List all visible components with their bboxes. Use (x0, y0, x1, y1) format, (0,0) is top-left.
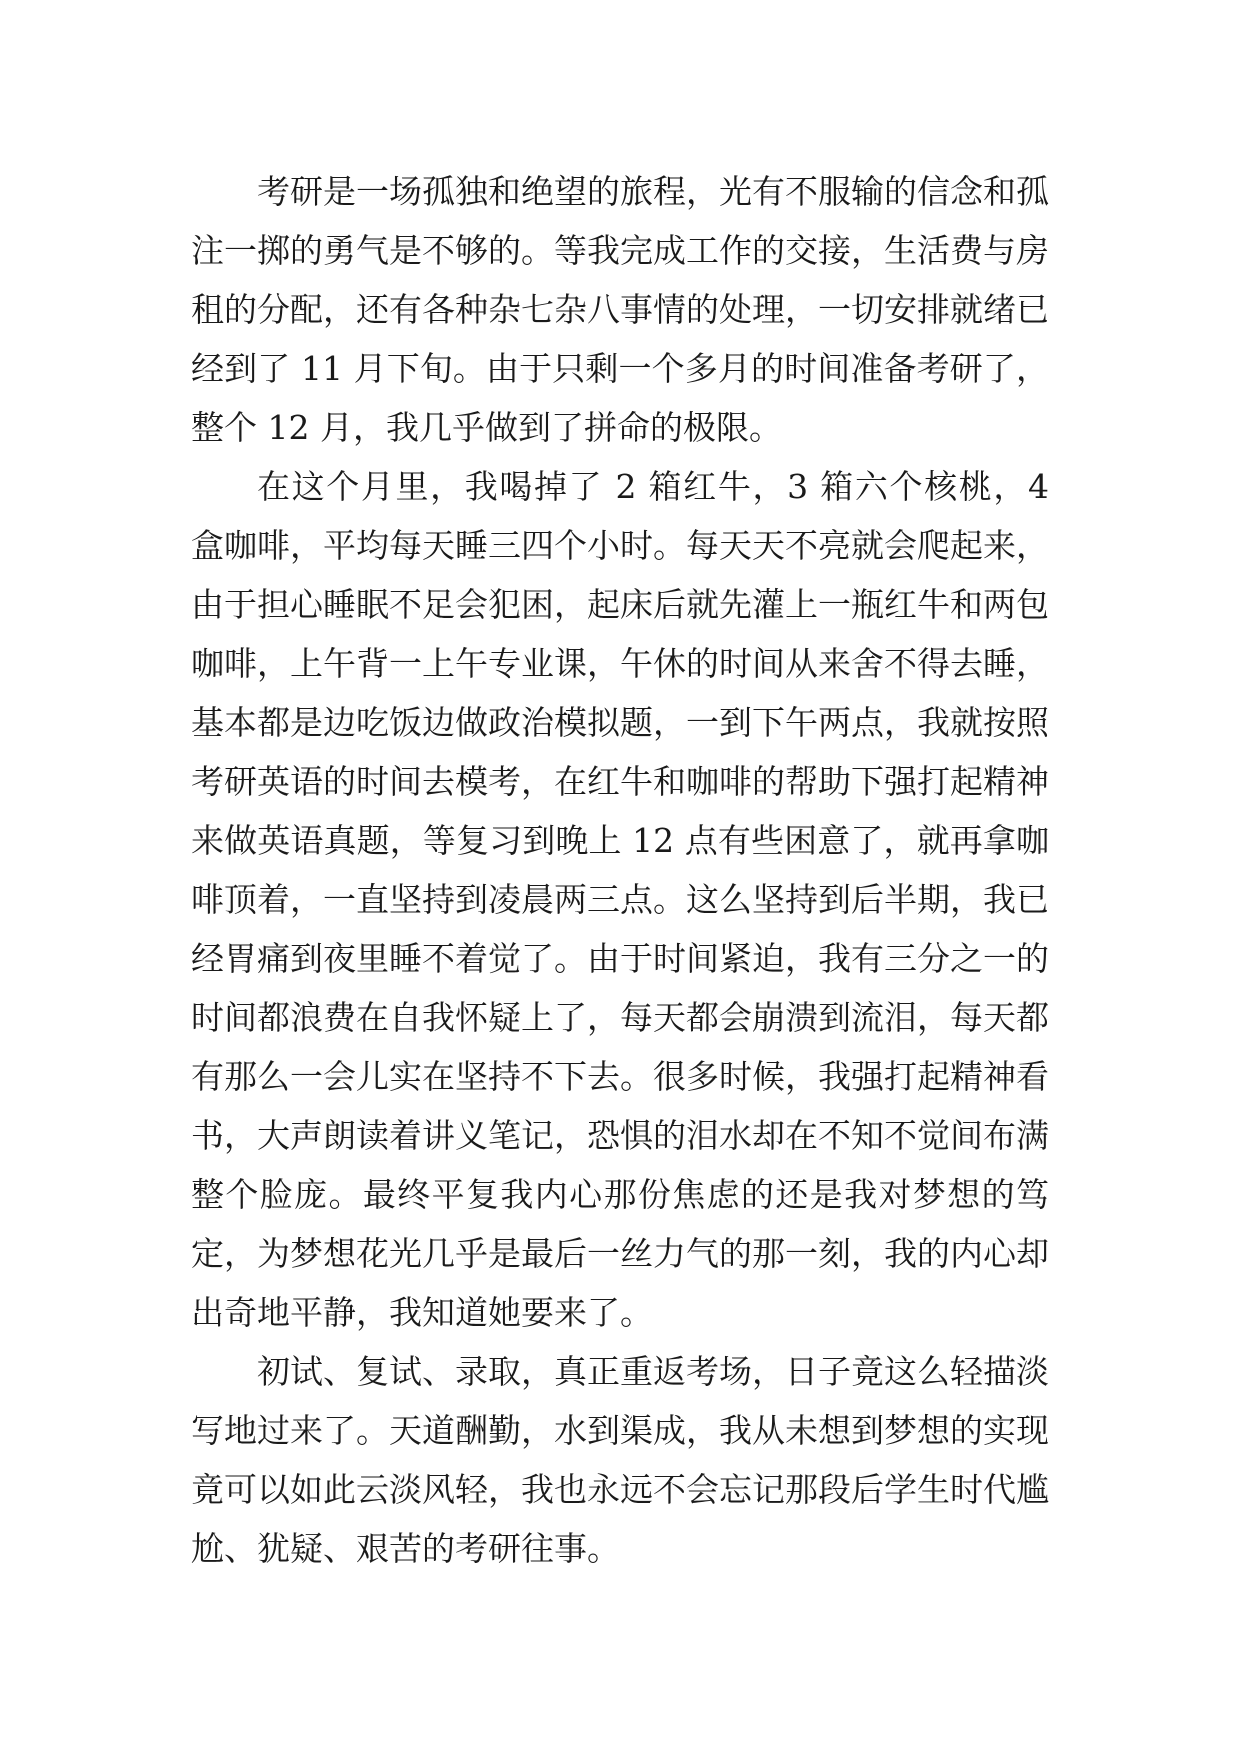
paragraph-2: 在这个月里，我喝掉了 2 箱红牛，3 箱六个核桃，4 盒咖啡，平均每天睡三四个小时。每天天不亮就会爬起来，由于担心睡眠不足会犯困，起床后就先灌上一瓶红牛和两包咖啡，上午背一上午专业课，午休的时间从来舍不得去睡，基本都是边吃饭边做政治模拟题，一到下午两点，我就按照考研英语的时间去模考，在红牛和咖啡的帮助下强打起精神来做英语真题，等复习到晚上 12 点有些困意了，就再拿咖啡顶着，一直坚持到凌晨两三点。这么坚持到后半期，我已经胃痛到夜里睡不着觉了。由于时间紧迫，我有三分之一的时间都浪费在自我怀疑上了，每天都会崩溃到流泪，每天都有那么一会儿实在坚持不下去。很多时候，我强打起精神看书，大声朗读着讲义笔记，恐惧的泪水却在不知不觉间布满整个脸庞。最终平复我内心那份焦虑的还是我对梦想的笃定，为梦想花光几乎是最后一丝力气的那一刻，我的内心却出奇地平静，我知道她要来了。 (191, 467, 1049, 1332)
document-body (191, 162, 1049, 1578)
paragraph-1: 考研是一场孤独和绝望的旅程，光有不服输的信念和孤注一掷的勇气是不够的。等我完成工作的交接，生活费与房租的分配，还有各种杂七杂八事情的处理，一切安排就绪已经到了 11 月下旬。由于只剩一个多月的时间准备考研了，整个 12 月，我几乎做到了拼命的极限。 (191, 172, 1049, 447)
paragraph-3: 初试、复试、录取，真正重返考场，日子竟这么轻描淡写地过来了。天道酬勤，水到渠成，我从未想到梦想的实现竟可以如此云淡风轻，我也永远不会忘记那段后学生时代尴尬、犹疑、艰苦的考研往事。 (191, 1352, 1049, 1568)
